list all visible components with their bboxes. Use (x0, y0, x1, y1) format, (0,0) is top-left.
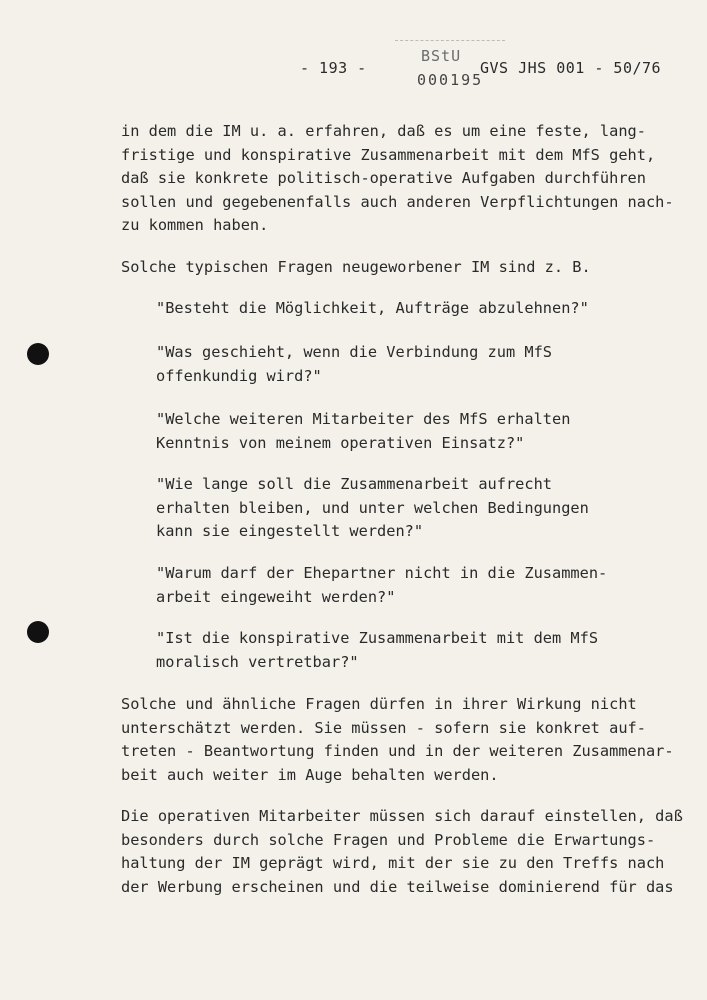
text-line: "Welche weiteren Mitarbeiter des MfS erhalten (156, 410, 571, 428)
text-line: offenkundig wird?" (156, 366, 322, 385)
punch-hole (27, 621, 49, 643)
paragraph-question-intro: Solche typischen Fragen neugeworbener IM sind z. B. (121, 258, 591, 276)
text-line: "Ist die konspirative Zusammenarbeit mit dem MfS (156, 629, 599, 647)
document-reference: GVS JHS 001 - 50/76 (480, 59, 662, 77)
text-line: der Werbung erscheinen und die teilweise dominierend für das (121, 877, 674, 896)
text-line: fristige und konspirative Zusammenarbeit mit dem MfS geht, (121, 145, 656, 164)
text-line: beit auch weiter im Auge behalten werden. (121, 765, 499, 784)
question-item (156, 627, 598, 674)
text-line: Solche und ähnliche Fragen dürfen in ihrer Wirkung nicht (121, 695, 637, 713)
page-number: - 193 - (300, 59, 367, 77)
question-item (156, 562, 607, 609)
question-item (156, 473, 589, 544)
text-line: Kenntnis von meinem operativen Einsatz?" (156, 433, 525, 452)
text-line: zu kommen haben. (121, 216, 269, 235)
paragraph-intro (121, 120, 674, 238)
text-line: kann sie eingestellt werden?" (156, 522, 424, 541)
text-line: Die operativen Mitarbeiter müssen sich darauf einstellen, daß (121, 807, 683, 825)
text-line: "Wie lange soll die Zusammenarbeit aufrecht (156, 475, 553, 493)
paragraph-expectations (121, 805, 683, 899)
text-line: erhalten bleiben, und unter welchen Bedingungen (156, 498, 589, 517)
stamp-border (395, 40, 505, 45)
question-item (156, 341, 552, 388)
stamp-label: BStU (421, 47, 462, 65)
text-line: unterschätzt werden. Sie müssen - sofern sie konkret auf- (121, 718, 646, 737)
text-line: "Warum darf der Ehepartner nicht in die Zusammen- (156, 564, 608, 582)
text-line: moralisch vertretbar?" (156, 652, 359, 671)
text-line: "Besteht die Möglichkeit, Aufträge abzulehnen?" (156, 299, 589, 317)
text-line: "Was geschieht, wenn die Verbindung zum MfS (156, 343, 553, 361)
text-line: treten - Beantwortung finden und in der weiteren Zusammenar- (121, 742, 674, 761)
paragraph-assessment (121, 693, 674, 787)
stamp-number: 000195 (417, 71, 484, 89)
text-line: besonders durch solche Fragen und Probleme die Erwartungs- (121, 830, 656, 849)
text-line: sollen und gegebenenfalls auch anderen Verpflichtungen nach- (121, 192, 674, 211)
text-line: in dem die IM u. a. erfahren, daß es um eine feste, lang- (121, 122, 646, 140)
text-line: arbeit eingeweiht werden?" (156, 587, 396, 606)
text-line: daß sie konkrete politisch-operative Aufgaben durchführen (121, 169, 646, 188)
text-line: haltung der IM geprägt wird, mit der sie zu den Treffs nach (121, 854, 665, 873)
question-item (156, 408, 570, 455)
question-item (156, 297, 589, 321)
punch-hole (27, 343, 49, 365)
